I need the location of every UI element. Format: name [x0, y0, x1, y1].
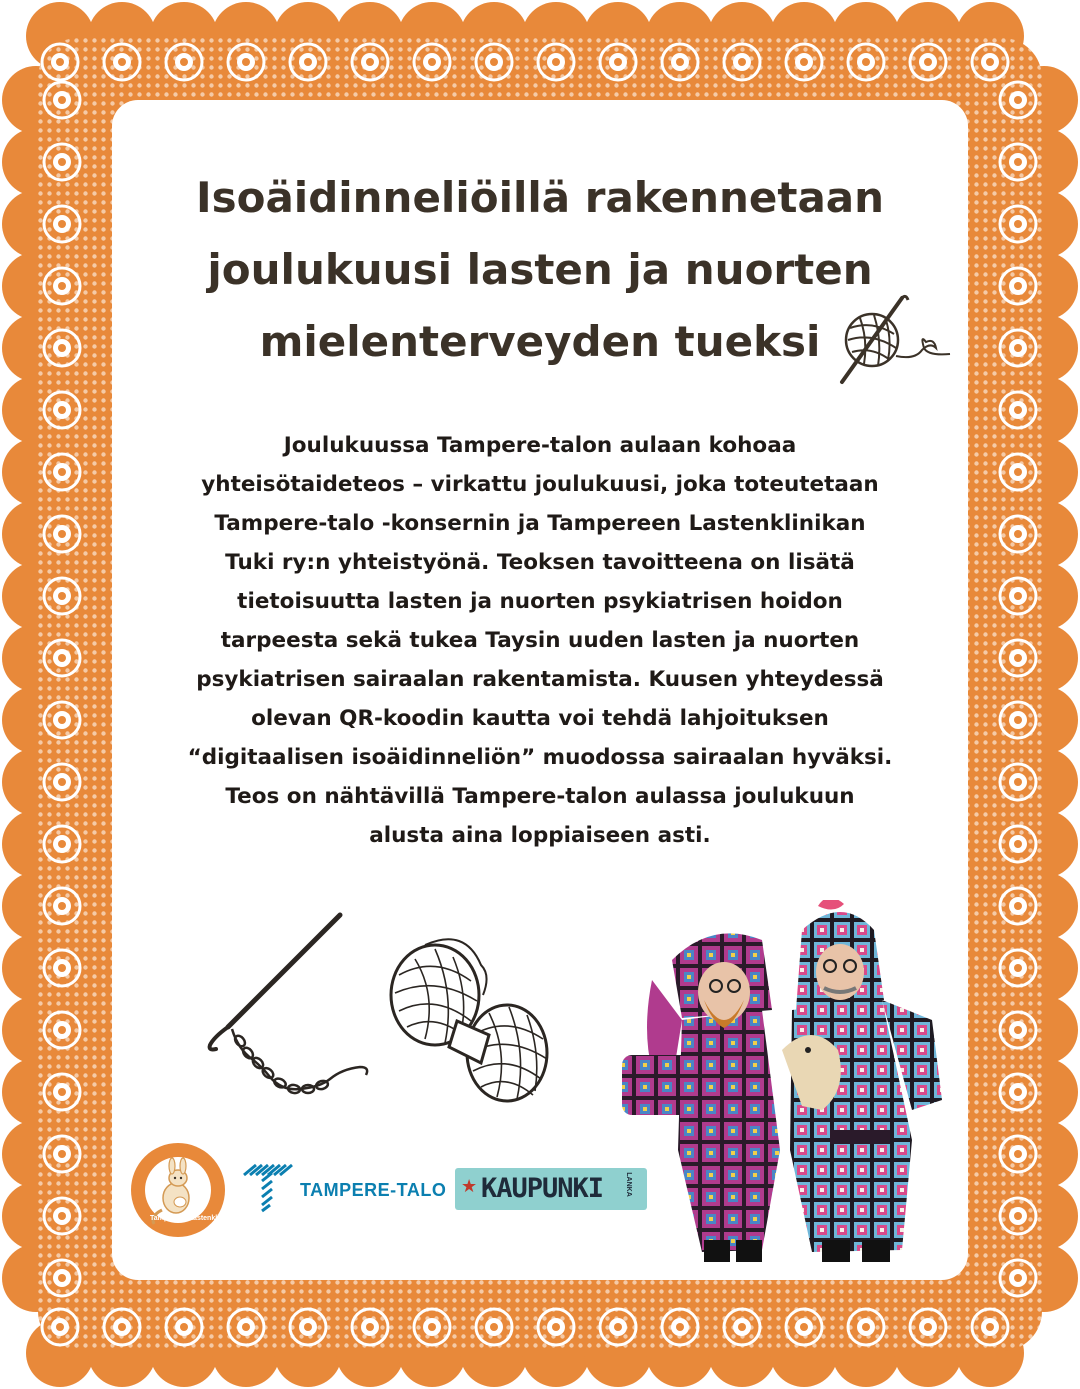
body-line: alusta aina loppiaiseen asti.: [369, 823, 711, 848]
body-line: “digitaalisen isoäidinneliön” muodossa sairaalan hyväksi.: [187, 745, 893, 770]
lace-scallop: [1014, 778, 1022, 786]
lace-scallop: [1014, 1150, 1022, 1158]
body-line: Tuki ry:n yhteistyönä. Teoksen tavoitteena on lisätä: [225, 550, 855, 575]
lace-scallop: [58, 964, 66, 972]
lace-scallop: [862, 1323, 870, 1331]
lace-scallop: [428, 1323, 436, 1331]
lace-scallop: [676, 1323, 684, 1331]
lanka-logo-text: LANKA: [624, 1172, 632, 1197]
yarn-ball-crochet-hook-icon: [830, 290, 955, 390]
lace-scallop: [552, 58, 560, 66]
lace-scallop: [366, 1323, 374, 1331]
page-title: [130, 162, 950, 378]
lace-scallop: [58, 902, 66, 910]
lace-scallop: [800, 1323, 808, 1331]
lastenklinikka-logo: [128, 1140, 228, 1240]
lace-scallop: [58, 840, 66, 848]
lace-scallop: [58, 778, 66, 786]
body-line: psykiatrisen sairaalan rakentamista. Kuusen yhteydessä: [196, 667, 884, 692]
lace-scallop: [58, 220, 66, 228]
lace-scallop: [58, 158, 66, 166]
lace-scallop: [1014, 220, 1022, 228]
tampere-talo-logo-text: TAMPERE-TALO: [300, 1180, 447, 1200]
lace-scallop: [1014, 344, 1022, 352]
lace-scallop: [58, 282, 66, 290]
body-line: yhteisötaideteos – virkattu joulukuusi, joka toteutetaan: [201, 472, 879, 497]
lace-scallop: [58, 654, 66, 662]
lace-scallop: [986, 58, 994, 66]
lace-scallop: [428, 58, 436, 66]
lace-scallop: [58, 96, 66, 104]
body-text: [135, 426, 945, 855]
lace-scallop: [986, 1323, 994, 1331]
lace-scallop: [242, 58, 250, 66]
lace-scallop: [1014, 1026, 1022, 1034]
lace-scallop: [552, 1323, 560, 1331]
lace-scallop: [1014, 964, 1022, 972]
lace-scallop: [58, 1088, 66, 1096]
lace-scallop: [1014, 716, 1022, 724]
lace-scallop: [58, 406, 66, 414]
lace-scallop: [242, 1323, 250, 1331]
lace-scallop: [490, 1323, 498, 1331]
lastenklinikka-logo-text: Tampereen Lastenklinikan Tuki ry: [150, 1215, 262, 1222]
lace-scallop: [58, 468, 66, 476]
lace-scallop: [58, 1274, 66, 1282]
lace-scallop: [304, 1323, 312, 1331]
lace-scallop: [800, 58, 808, 66]
lace-scallop: [58, 592, 66, 600]
lace-scallop: [58, 1212, 66, 1220]
lace-scallop: [118, 58, 126, 66]
lace-scallop: [1014, 1212, 1022, 1220]
lace-scallop: [1014, 158, 1022, 166]
lace-scallop: [1014, 1088, 1022, 1096]
lace-scallop: [614, 1323, 622, 1331]
lace-scallop: [738, 58, 746, 66]
crochet-hook-chain-icon: [190, 905, 380, 1105]
lace-scallop: [304, 58, 312, 66]
star-icon: ★: [461, 1176, 478, 1196]
body-line: Tampere-talo -konsernin ja Tampereen Lastenklinikan: [214, 511, 866, 536]
crochet-costume-characters: [612, 900, 962, 1265]
body-line: Joulukuussa Tampere-talon aulaan kohoaa: [283, 433, 797, 458]
body-line: Teos on nähtävillä Tampere-talon aulassa joulukuun: [225, 784, 855, 809]
lace-scallop: [56, 1323, 64, 1331]
title-line: Isoäidinneliöillä rakennetaan: [195, 173, 885, 222]
body-line: tietoisuutta lasten ja nuorten psykiatrisen hoidon: [237, 589, 843, 614]
lace-scallop: [614, 58, 622, 66]
body-line: tarpeesta sekä tukea Taysin uuden lasten ja nuorten: [220, 628, 860, 653]
lace-scallop: [1014, 406, 1022, 414]
lace-scallop: [490, 58, 498, 66]
lace-scallop: [58, 1150, 66, 1158]
lace-scallop: [1014, 840, 1022, 848]
lace-scallop: [1014, 530, 1022, 538]
lace-scallop: [862, 58, 870, 66]
lace-scallop: [1014, 468, 1022, 476]
lace-scallop: [1014, 592, 1022, 600]
lace-scallop: [676, 58, 684, 66]
lace-scallop: [58, 716, 66, 724]
lace-scallop: [1014, 1274, 1022, 1282]
body-line: olevan QR-koodin kautta voi tehdä lahjoituksen: [251, 706, 829, 731]
tampere-talo-logo-icon: [242, 1163, 296, 1213]
title-line: mielenterveyden tueksi: [259, 317, 821, 366]
lace-scallop: [1014, 654, 1022, 662]
lace-scallop: [58, 344, 66, 352]
lace-scallop: [180, 1323, 188, 1331]
lace-scallop: [1014, 96, 1022, 104]
lace-scallop: [924, 58, 932, 66]
kaupunki-logo-text: KAUPUNKI: [481, 1173, 604, 1204]
lace-scallop: [1014, 902, 1022, 910]
title-line: joulukuusi lasten ja nuorten: [207, 245, 873, 294]
lace-scallop: [924, 1323, 932, 1331]
lace-scallop: [180, 58, 188, 66]
lace-scallop: [1014, 282, 1022, 290]
lace-scallop: [738, 1323, 746, 1331]
lace-scallop: [56, 58, 64, 66]
yarn-skein-icon: [385, 935, 555, 1110]
lace-scallop: [118, 1323, 126, 1331]
lace-scallop: [58, 1026, 66, 1034]
lace-scallop: [366, 58, 374, 66]
lace-scallop: [58, 530, 66, 538]
